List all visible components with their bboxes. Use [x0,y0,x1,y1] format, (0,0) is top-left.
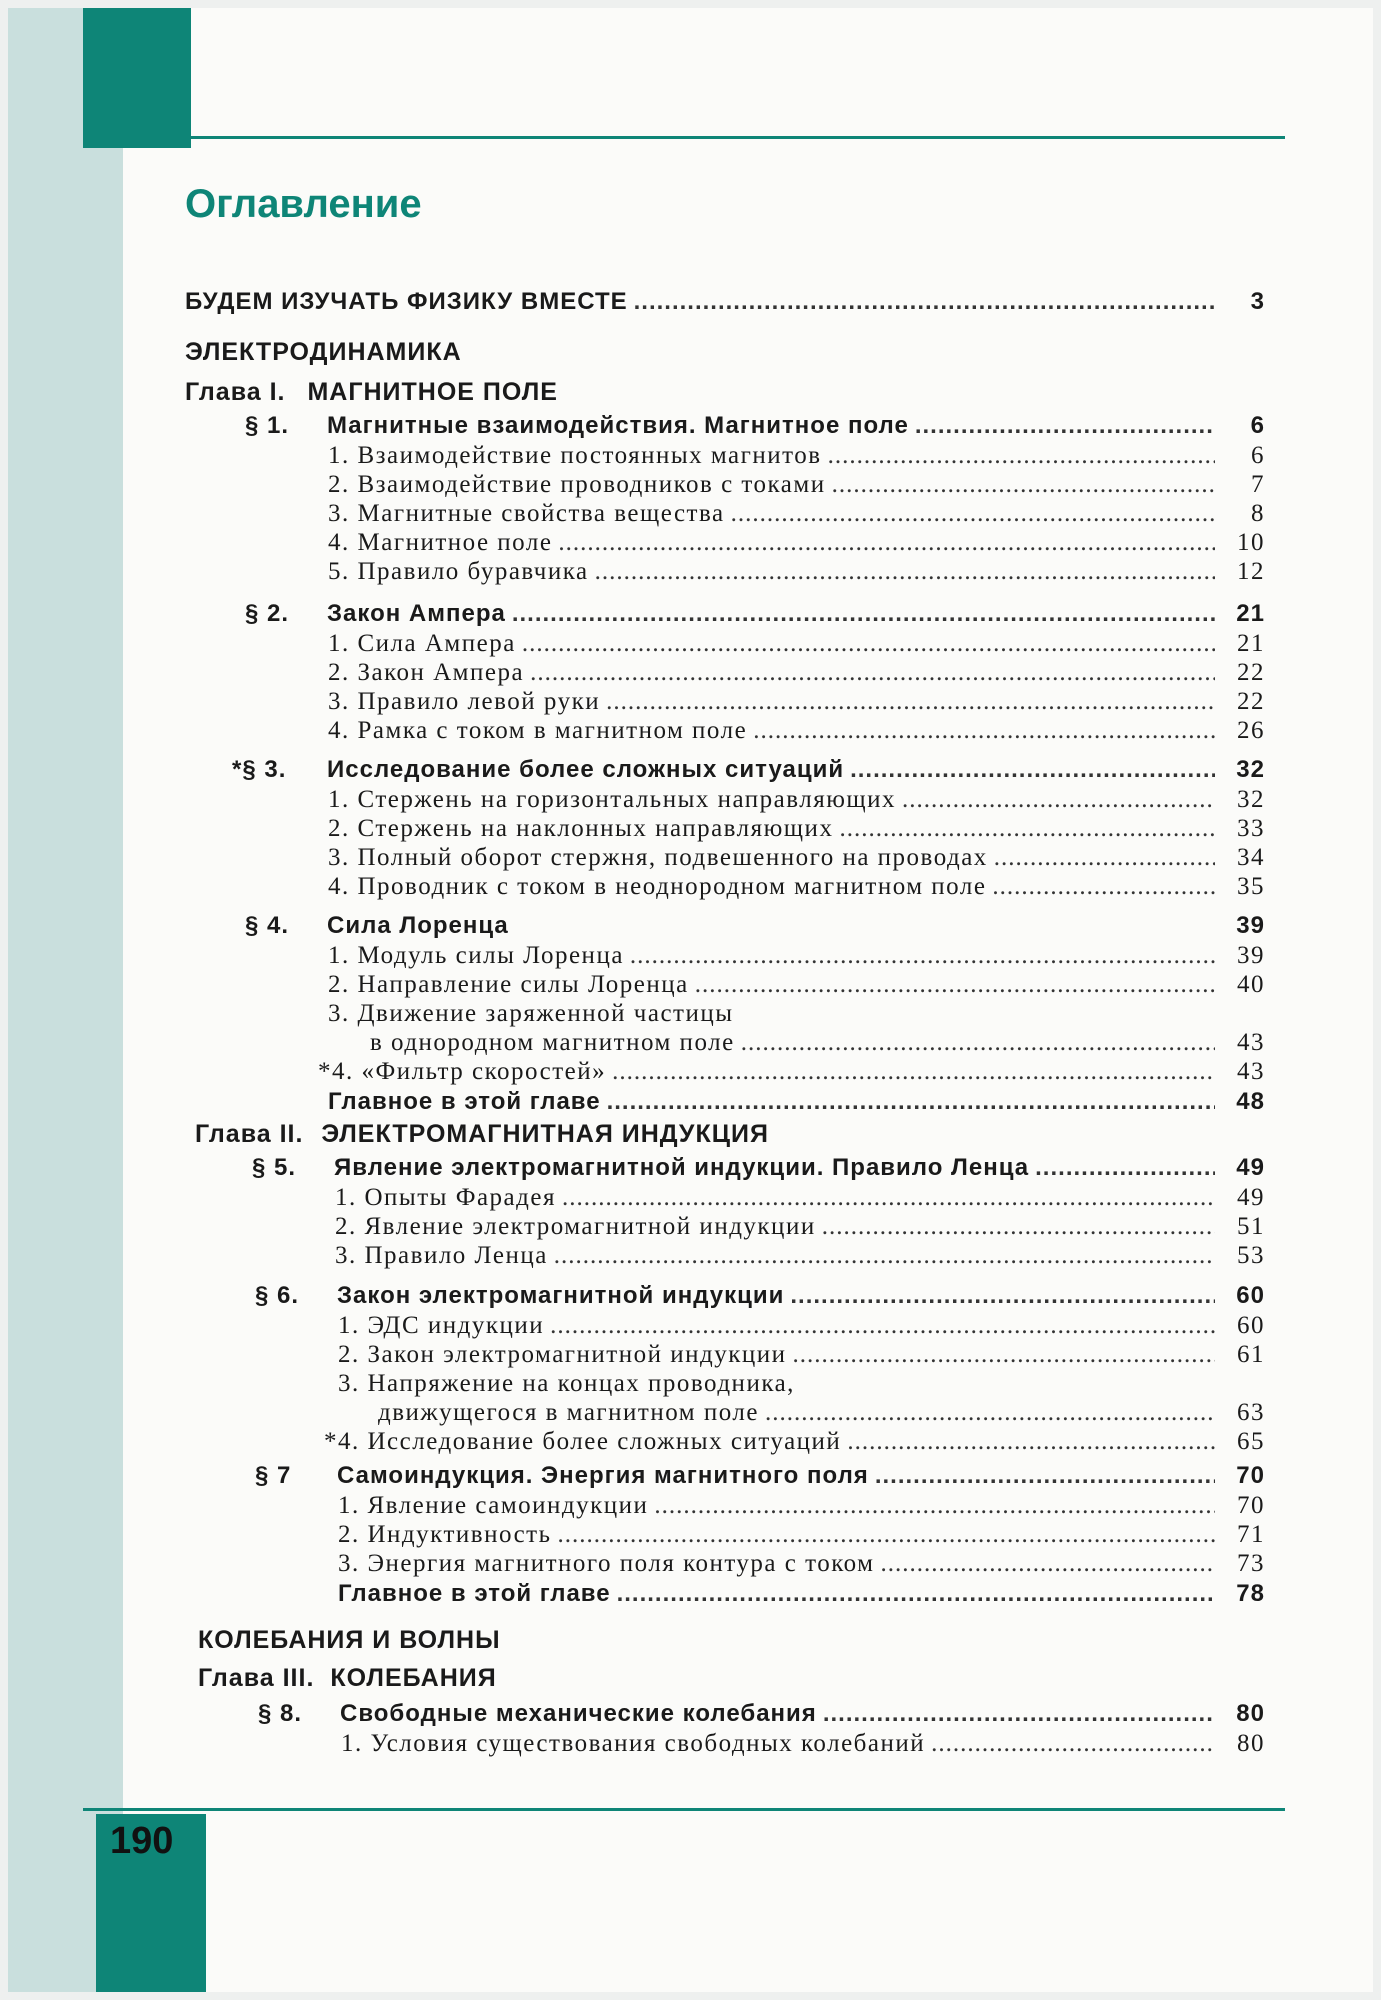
dot-leader [630,942,1215,970]
item-page: 33 [1237,815,1265,842]
item-page: 73 [1237,1550,1265,1577]
part-heading-electrodynamics: ЭЛЕКТРОДИНАМИКА [185,338,462,366]
dot-leader [915,412,1215,440]
chapter-number: Глава I. [185,378,286,406]
header-rule [83,136,1285,139]
section-page: 49 [1236,1154,1265,1181]
section-page: 80 [1236,1700,1265,1727]
dot-leader [558,529,1215,557]
section-number: § 8. [258,1700,303,1727]
item-label: 1. Модуль силы Лоренца [328,942,624,969]
part-heading-oscillations: КОЛЕБАНИЯ И ВОЛНЫ [198,1626,501,1654]
item-page: 70 [1237,1492,1265,1519]
item-page: 43 [1237,1029,1265,1056]
page-title: Оглавление [185,182,422,226]
dot-leader [902,786,1215,814]
item-page: 65 [1237,1428,1265,1455]
item-label: 2. Закон Ампера [328,659,525,686]
item-page: 35 [1237,873,1265,900]
toc-section-4[interactable] [245,912,1265,946]
chapter-2-heading [195,1120,769,1149]
dot-leader [850,756,1215,784]
dot-leader [828,442,1215,470]
section-number: § 7 [255,1462,292,1489]
item-label: 2. Закон электромагнитной индукции [338,1341,787,1368]
item-label: 5. Правило буравчика [328,558,589,585]
dot-leader [562,1184,1215,1212]
section-title: Явление электромагнитной индукции. Правило Ленца [334,1154,1030,1181]
dot-leader [753,717,1215,745]
dot-leader [606,688,1215,716]
dot-leader [695,971,1215,999]
chapter-title: ЭЛЕКТРОМАГНИТНАЯ ИНДУКЦИЯ [321,1120,769,1148]
section-number: § 6. [255,1282,300,1309]
item-label: 3. Правило левой руки [328,688,601,715]
section-title: Закон электромагнитной индукции [337,1282,785,1309]
dot-leader [992,873,1215,901]
item-label: 4. Рамка с током в магнитном поле [328,717,748,744]
dot-leader [654,1492,1215,1520]
dot-leader [839,815,1215,843]
dot-leader [994,844,1215,872]
item-page: 6 [1251,442,1265,469]
toc-section-2[interactable] [245,600,1265,634]
item-label: 1. ЭДС индукции [338,1312,545,1339]
dot-leader [512,600,1215,628]
summary-label: Главное в этой главе [338,1580,611,1607]
section-number: *§ 3. [232,756,287,783]
toc-section-6[interactable] [255,1282,1265,1316]
item-label: 2. Явление электромагнитной индукции [335,1213,816,1240]
section-page: 21 [1236,600,1265,627]
item-page: 39 [1237,942,1265,969]
item-label: 3. Магнитные свойства вещества [328,500,725,527]
toc-item[interactable] [318,1058,1265,1092]
dot-leader [880,1550,1215,1578]
dot-leader [607,1088,1215,1116]
item-label: *4. «Фильтр скоростей» [318,1058,607,1085]
section-page: 6 [1250,412,1265,439]
item-label: 1. Взаимодействие постоянных магнитов [328,442,822,469]
dot-leader [790,1282,1215,1310]
summary-page: 78 [1236,1580,1265,1607]
toc-item[interactable] [341,1730,1265,1764]
dot-leader [822,1213,1215,1241]
item-label: 3. Движение заряженной частицы [328,1000,734,1027]
margin-band [8,8,123,1992]
section-page: 39 [1236,912,1265,939]
item-page: 40 [1237,971,1265,998]
item-page: 32 [1237,786,1265,813]
section-title: Исследование более сложных ситуаций [327,756,845,783]
section-title: Магнитные взаимодействия. Магнитное поле [327,412,909,439]
toc-item[interactable] [328,558,1265,592]
dot-leader [931,1730,1215,1758]
toc-entry-intro[interactable] [185,288,1265,322]
toc-item[interactable] [328,717,1265,751]
toc-chapter-summary-1[interactable] [328,1088,1265,1122]
section-number: § 1. [245,412,290,439]
item-label: 3. Напряжение на концах проводника, [338,1370,795,1397]
toc-item[interactable] [338,1550,1265,1584]
dot-leader [832,471,1215,499]
toc-section-5[interactable] [252,1154,1265,1188]
summary-label: Главное в этой главе [328,1088,601,1115]
dot-leader [550,1312,1215,1340]
item-label: в однородном магнитном поле [370,1029,735,1056]
item-page: 51 [1237,1213,1265,1240]
section-number: § 5. [252,1154,297,1181]
section-page: 32 [1236,756,1265,783]
dot-leader [765,1399,1215,1427]
chapter-title: КОЛЕБАНИЯ [330,1664,497,1692]
item-label: 1. Сила Ампера [328,630,516,657]
item-page: 34 [1237,844,1265,871]
item-page: 21 [1237,630,1265,657]
item-label: 2. Стержень на наклонных направляющих [328,815,834,842]
chapter-1-heading [185,378,558,407]
item-page: 80 [1237,1730,1265,1757]
dot-leader [612,1058,1215,1086]
item-label: 2. Направление силы Лоренца [328,971,689,998]
item-label: 1. Стержень на горизонтальных направляющих [328,786,897,813]
chapter-number: Глава II. [195,1120,304,1148]
dot-leader [847,1428,1215,1456]
dot-leader [731,500,1215,528]
item-label: 1. Условия существования свободных колебаний [341,1730,926,1757]
item-page: 7 [1251,471,1265,498]
item-label: 4. Магнитное поле [328,529,553,556]
item-page: 63 [1237,1399,1265,1426]
chapter-title: МАГНИТНОЕ ПОЛЕ [307,378,558,406]
item-page: 8 [1251,500,1265,527]
item-page: 22 [1237,688,1265,715]
section-title: Закон Ампера [327,600,506,627]
dot-leader [558,1521,1215,1549]
dot-leader [554,1242,1215,1270]
page-number: 190 [110,1820,174,1862]
item-page: 49 [1237,1184,1265,1211]
dot-leader [823,1700,1215,1728]
section-number: § 2. [245,600,290,627]
toc-item[interactable] [328,873,1265,907]
toc-section-8[interactable] [258,1700,1265,1734]
item-page: 22 [1237,659,1265,686]
dot-leader [793,1341,1216,1369]
section-page: 60 [1236,1282,1265,1309]
item-label: 3. Полный оборот стержня, подвешенного на проводах [328,844,988,871]
item-label: движущегося в магнитном поле [378,1399,759,1426]
section-title: Самоиндукция. Энергия магнитного поля [337,1462,869,1489]
item-page: 60 [1237,1312,1265,1339]
dot-leader [530,659,1215,687]
chapter-number: Глава III. [198,1664,315,1692]
item-label: 2. Взаимодействие проводников с токами [328,471,826,498]
corner-accent-block [83,8,191,148]
item-page: 10 [1237,529,1265,556]
item-label: 3. Правило Ленца [335,1242,548,1269]
item-label: 4. Проводник с током в неоднородном магнитном поле [328,873,987,900]
toc-chapter-summary-2[interactable] [338,1580,1265,1614]
toc-section-3[interactable] [232,756,1265,790]
section-page: 70 [1236,1462,1265,1489]
section-title: Свободные механические колебания [340,1700,817,1727]
dot-leader [617,1580,1215,1608]
dot-leader [522,630,1215,658]
toc-item[interactable] [335,1242,1265,1276]
section-title: Сила Лоренца [327,912,509,939]
item-label: 2. Индуктивность [338,1521,552,1548]
item-page: 12 [1237,558,1265,585]
item-page: 61 [1237,1341,1265,1368]
toc-section-7[interactable] [255,1462,1265,1496]
item-page: 53 [1237,1242,1265,1269]
dot-leader [741,1029,1215,1057]
summary-page: 48 [1236,1088,1265,1115]
section-number: § 4. [245,912,290,939]
item-label: 3. Энергия магнитного поля контура с током [338,1550,875,1577]
toc-item[interactable] [324,1428,1265,1462]
dot-leader [595,558,1215,586]
item-label: *4. Исследование более сложных ситуаций [324,1428,842,1455]
toc-entry-page: 3 [1250,288,1265,315]
toc-section-1[interactable] [245,412,1265,446]
item-label: 1. Опыты Фарадея [335,1184,556,1211]
chapter-3-heading [198,1664,497,1693]
dot-leader [634,288,1215,316]
dot-leader [1035,1154,1215,1182]
item-page: 71 [1237,1521,1265,1548]
item-label: 1. Явление самоиндукции [338,1492,649,1519]
dot-leader [875,1462,1215,1490]
item-page: 43 [1237,1058,1265,1085]
item-page: 26 [1237,717,1265,744]
footer-rule [83,1808,1285,1811]
toc-entry-label: БУДЕМ ИЗУЧАТЬ ФИЗИКУ ВМЕСТЕ [185,288,628,315]
